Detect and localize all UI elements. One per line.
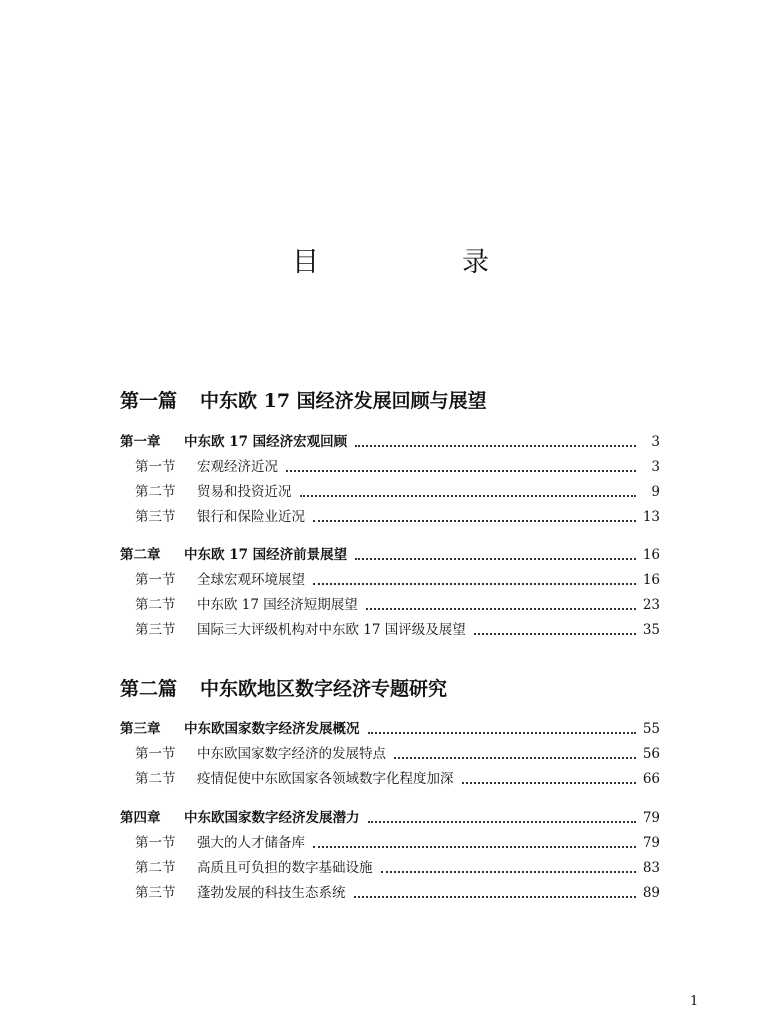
section-title: 高质且可负担的数字基础设施	[197, 860, 373, 876]
toc-section-2-1[interactable]	[135, 570, 660, 590]
toc-chapter-2[interactable]	[120, 545, 660, 565]
section-title: 国际三大评级机构对中东欧 17 国评级及展望	[197, 622, 466, 638]
chapter-label: 第四章	[120, 810, 161, 826]
dot-leader	[300, 495, 637, 497]
page-number: 9	[651, 484, 660, 500]
section-title: 蓬勃发展的科技生态系统	[197, 885, 346, 901]
section-label: 第三节	[135, 885, 176, 901]
part-name: 中东欧地区数字经济专题研究	[200, 678, 448, 700]
section-label: 第一节	[135, 572, 176, 588]
dot-leader	[355, 558, 636, 560]
page-number: 23	[642, 597, 660, 613]
dot-leader	[368, 732, 637, 734]
dot-leader	[474, 633, 636, 635]
section-title: 宏观经济近况	[197, 459, 278, 475]
page-number: 56	[642, 746, 660, 762]
dot-leader	[368, 821, 637, 823]
part-label: 第一篇	[120, 390, 178, 412]
toc-chapter-3[interactable]	[120, 719, 660, 739]
toc-section-3-2[interactable]	[135, 769, 660, 789]
dot-leader	[354, 896, 637, 898]
section-label: 第三节	[135, 509, 176, 525]
section-label: 第一节	[135, 459, 176, 475]
page-number: 79	[642, 810, 660, 826]
page-folio: 1	[690, 994, 699, 1009]
toc-section-4-1[interactable]	[135, 833, 660, 853]
section-title: 银行和保险业近况	[197, 509, 305, 525]
chapter-label: 第二章	[120, 547, 161, 563]
toc-section-4-2[interactable]	[135, 858, 660, 878]
chapter-title: 中东欧 17 国经济前景展望	[184, 547, 348, 563]
chapter-label: 第三章	[120, 721, 161, 737]
section-label: 第三节	[135, 622, 176, 638]
section-title: 贸易和投资近况	[197, 484, 292, 500]
section-label: 第二节	[135, 484, 176, 500]
page-number: 16	[642, 547, 660, 563]
chapter-title: 中东欧国家数字经济发展概况	[184, 721, 360, 737]
section-label: 第一节	[135, 835, 176, 851]
page-number: 83	[642, 860, 660, 876]
chapter-title: 中东欧 17 国经济宏观回顾	[184, 434, 348, 450]
dot-leader	[313, 583, 636, 585]
page-number: 3	[651, 459, 660, 475]
dot-leader	[366, 608, 636, 610]
toc-section-2-3[interactable]	[135, 620, 660, 640]
chapter-title: 中东欧国家数字经济发展潜力	[184, 810, 360, 826]
toc-chapter-1[interactable]	[120, 432, 660, 452]
part-label: 第二篇	[120, 678, 178, 700]
page-number: 89	[642, 885, 660, 901]
dot-leader	[381, 871, 637, 873]
dot-leader	[462, 782, 637, 784]
toc-chapter-4[interactable]	[120, 808, 660, 828]
chapter-label: 第一章	[120, 434, 161, 450]
toc-section-1-2[interactable]	[135, 482, 660, 502]
page-number: 55	[642, 721, 660, 737]
page-number: 35	[642, 622, 660, 638]
section-label: 第二节	[135, 860, 176, 876]
section-title: 全球宏观环境展望	[197, 572, 305, 588]
part-title-1	[120, 389, 487, 413]
section-title: 中东欧国家数字经济的发展特点	[197, 746, 386, 762]
page-number: 16	[642, 572, 660, 588]
section-label: 第二节	[135, 771, 176, 787]
page-number: 13	[642, 509, 660, 525]
section-label: 第二节	[135, 597, 176, 613]
toc-section-1-3[interactable]	[135, 507, 660, 527]
dot-leader	[313, 846, 636, 848]
dot-leader	[313, 520, 636, 522]
page-number: 3	[651, 434, 660, 450]
toc-section-2-2[interactable]	[135, 595, 660, 615]
page-number: 66	[642, 771, 660, 787]
section-title: 中东欧 17 国经济短期展望	[197, 597, 358, 613]
page-number: 79	[642, 835, 660, 851]
toc-section-1-1[interactable]	[135, 457, 660, 477]
section-title: 强大的人才储备库	[197, 835, 305, 851]
dot-leader	[355, 445, 636, 447]
dot-leader	[286, 470, 636, 472]
section-title: 疫情促使中东欧国家各领域数字化程度加深	[197, 771, 454, 787]
page-title: 目 录	[292, 247, 547, 278]
section-label: 第一节	[135, 746, 176, 762]
toc-section-4-3[interactable]	[135, 883, 660, 903]
dot-leader	[394, 757, 636, 759]
part-title-2	[120, 677, 447, 701]
part-name: 中东欧 17 国经济发展回顾与展望	[200, 390, 487, 412]
toc-section-3-1[interactable]	[135, 744, 660, 764]
